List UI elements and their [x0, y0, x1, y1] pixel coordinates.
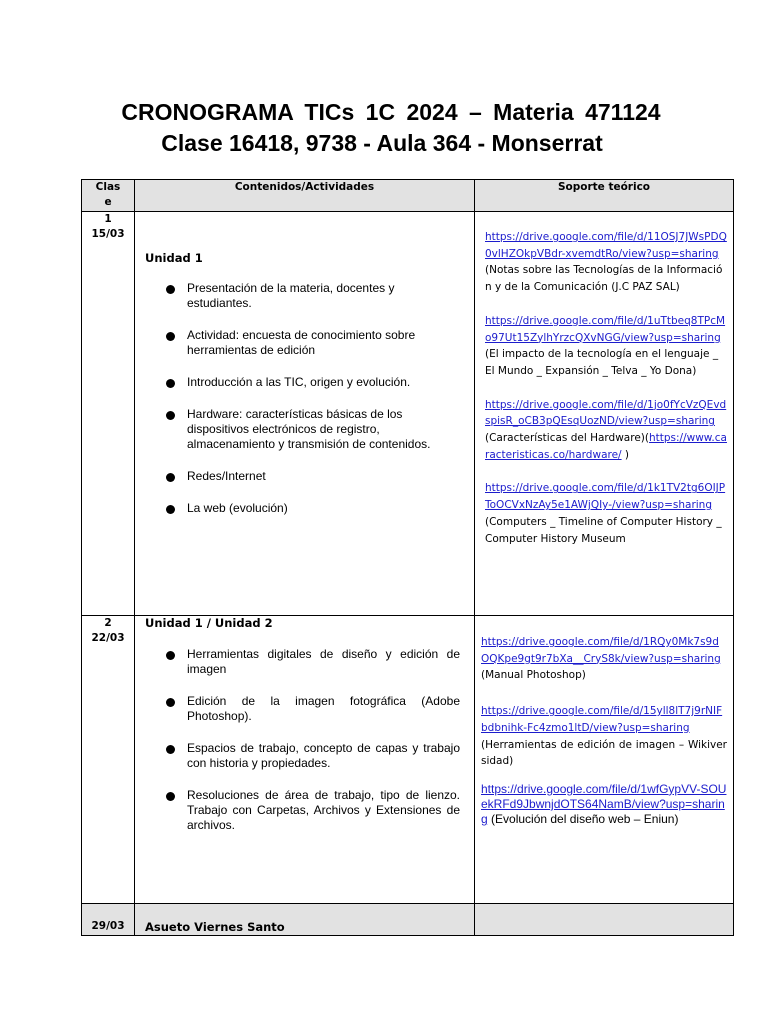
reference-note: (Manual Photoshop): [481, 669, 586, 682]
drive-link[interactable]: https://drive.google.com/file/d/1jo0fYcVzQEvdspisR_oCB3pQEsqUozND/view?usp=sharing: [485, 398, 727, 428]
document-title-line-2: Clase 16418, 9738 - Aula 364 - Monserrat: [161, 130, 603, 156]
activity-item: Introducción a las TIC, origen y evolución.: [145, 375, 460, 390]
activity-item: Hardware: características básicas de los dispositivos electrónicos de registro, almacenamiento y transmisión de contenidos.: [145, 407, 460, 452]
reference-entry: [485, 229, 727, 296]
drive-link[interactable]: https://drive.google.com/file/d/15yll8lT7j9rNIFbdbnihk-Fc4zmo1ltD/view?usp=sharing: [481, 705, 723, 734]
contenidos-cell: [135, 212, 475, 616]
document-title-line-1: CRONOGRAMA TICs 1C 2024 – Materia 471124: [121, 99, 661, 125]
reference-note: (Notas sobre las Tecnologías de la Información y de la Comunicación (J.C PAZ SAL): [485, 264, 723, 294]
reference-note: ): [621, 448, 630, 461]
clase-date: 29/03: [91, 920, 125, 932]
reference-note: (Herramientas de edición de imagen – Wikiversidad): [481, 738, 727, 768]
clase-date: 15/03: [91, 228, 125, 240]
drive-link[interactable]: https://drive.google.com/file/d/1wfGypVV-SOUekRFd9JbwnjdOTS64NamB/view?usp=sharing: [481, 781, 727, 826]
activity-item: La web (evolución): [145, 501, 460, 516]
table-row: [82, 904, 734, 936]
activity-item: Espacios de trabajo, concepto de capas y trabajo con historia y propiedades.: [145, 741, 460, 771]
reference-note: (Evolución del diseño web – Eniun): [487, 811, 679, 826]
clase-number: 1: [104, 213, 112, 225]
activity-item: Edición de la imagen fotográfica (Adobe Photoshop).: [145, 694, 460, 724]
clase-cell: [82, 904, 135, 936]
reference-note: (Computers _ Timeline of Computer History _ Computer History Museum: [485, 515, 722, 545]
contenidos-cell: [135, 616, 475, 904]
soporte-cell: [475, 616, 734, 904]
reference-note: (El impacto de la tecnología en el lenguaje _ El Mundo _ Expansión _ Telva _ Yo Dona): [485, 348, 719, 377]
unit-heading: Unidad 1: [145, 251, 203, 265]
header-clase: Clase: [82, 180, 135, 212]
activity-item: Presentación de la materia, docentes y estudiantes.: [145, 281, 460, 311]
clase-number: 2: [104, 617, 112, 629]
unit-heading: Asueto Viernes Santo: [145, 920, 285, 934]
unit-heading: Unidad 1 / Unidad 2: [145, 616, 273, 630]
clase-date: 22/03: [91, 632, 125, 644]
soporte-cell: [475, 904, 734, 936]
reference-entry: [485, 480, 727, 547]
schedule-table: [81, 179, 734, 936]
clase-cell: [82, 616, 135, 904]
reference-entry: [481, 782, 727, 827]
drive-link[interactable]: https://drive.google.com/file/d/1uTtbeq8TPcMo97Ut15ZylhYrzcQXvNGG/view?usp=sharing: [485, 314, 726, 344]
drive-link[interactable]: https://drive.google.com/file/d/1RQy0Mk7s9dOQKpe9gt9r7bXa__CryS8k/view?usp=sharing: [481, 636, 721, 665]
table-row: [82, 616, 734, 904]
reference-entry: [481, 703, 727, 770]
activity-item: Herramientas digitales de diseño y edición de imagen: [145, 647, 460, 677]
drive-link[interactable]: https://drive.google.com/file/d/11OSJ7JWsPDQ0vlHZOkpVBdr-xvemdtRo/view?usp=sharing: [485, 231, 727, 260]
activity-item: Redes/Internet: [145, 469, 460, 484]
contenidos-cell: [135, 904, 475, 936]
header-soporte: Soporte teórico: [475, 180, 734, 212]
activity-item: Actividad: encuesta de conocimiento sobre herramientas de edición: [145, 328, 460, 358]
drive-link[interactable]: https://drive.google.com/file/d/1k1TV2tg6OIJPToOCVxNzAy5e1AWjQIy-/view?usp=sharing: [485, 482, 726, 512]
activity-item: Resoluciones de área de trabajo, tipo de lienzo. Trabajo con Carpetas, Archivos y Extensiones de archivos.: [145, 788, 460, 833]
table-row: [82, 212, 734, 616]
reference-entry: [481, 634, 727, 684]
reference-entry: [485, 313, 727, 380]
reference-entry: [485, 397, 727, 464]
clase-cell: [82, 212, 135, 616]
table-header-row: [82, 180, 734, 212]
soporte-cell: [475, 212, 734, 616]
header-contenidos: Contenidos/Actividades: [135, 180, 475, 212]
caracteristicas-link[interactable]: https://www.caracteristicas.co/hardware/: [485, 432, 727, 461]
reference-note: (Características del Hardware)(: [485, 432, 649, 445]
